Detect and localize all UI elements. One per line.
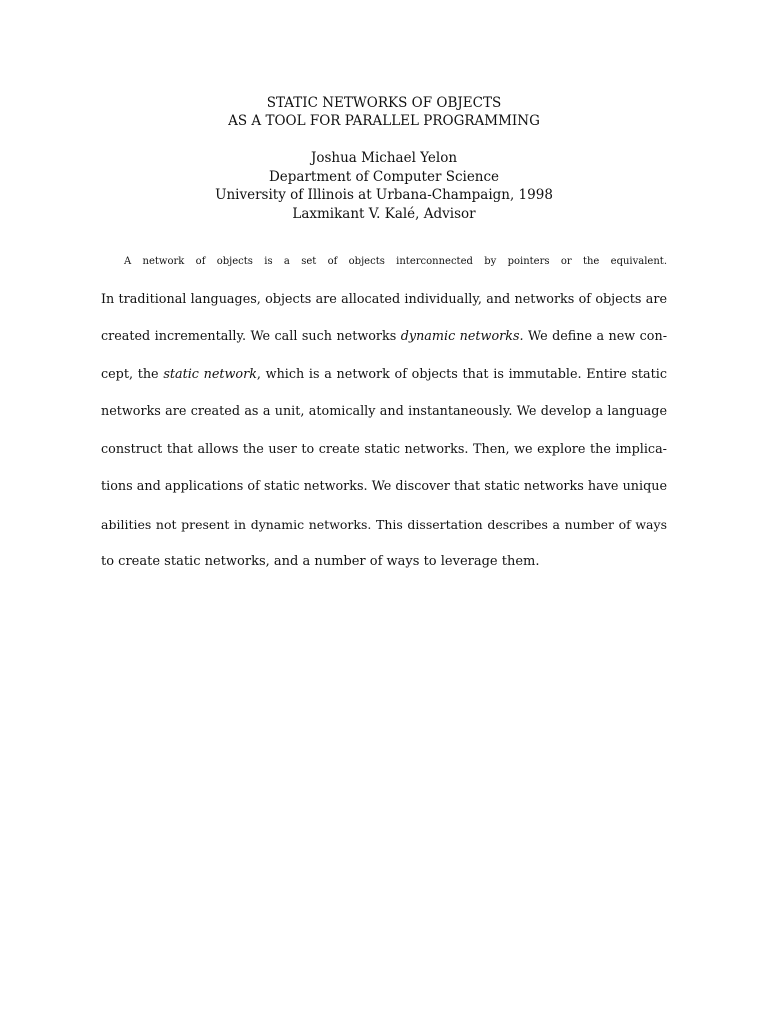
author-university: University of Illinois at Urbana-Champaign, 1998 — [215, 187, 553, 203]
title-block — [0, 94, 768, 130]
abstract-paragraph — [101, 243, 667, 581]
abstract-line: to create static networks, and a number of ways to leverage them. — [101, 554, 540, 569]
abstract-text: , which is a network of objects that is immutable. Entire static — [256, 366, 667, 382]
abstract-line: abilities not present in dynamic networks. This dissertation describes a number of ways — [101, 516, 667, 532]
author-name: Joshua Michael Yelon — [310, 150, 458, 166]
advisor-line: Laxmikant V. Kalé, Advisor — [292, 205, 476, 222]
abstract-line: A network of objects is a set of objects interconnected by pointers or the equivalent. — [124, 256, 667, 267]
title-line-2: AS A TOOL FOR PARALLEL PROGRAMMING — [228, 113, 540, 129]
abstract-text: cept, the — [101, 366, 164, 382]
author-department: Department of Computer Science — [268, 168, 500, 185]
abstract-line: tions and applications of static networks. We discover that static networks have unique — [101, 479, 667, 494]
title-line-1: STATIC NETWORKS OF OBJECTS — [266, 95, 502, 111]
abstract-text: created incrementally. We call such networks — [101, 329, 401, 344]
abstract-line: construct that allows the user to create static networks. Then, we explore the implica- — [101, 441, 667, 457]
term-static-network: static network — [163, 366, 257, 382]
term-dynamic-networks: dynamic networks. — [400, 329, 524, 344]
abstract-line — [101, 318, 667, 356]
abstract-line — [101, 356, 667, 394]
abstract-line: In traditional languages, objects are allocated individually, and networks of objects are — [101, 291, 667, 307]
abstract-line: networks are created as a unit, atomically and instantaneously. We develop a language — [101, 404, 667, 419]
author-block — [0, 149, 768, 223]
abstract-text: We define a new con- — [523, 329, 667, 344]
